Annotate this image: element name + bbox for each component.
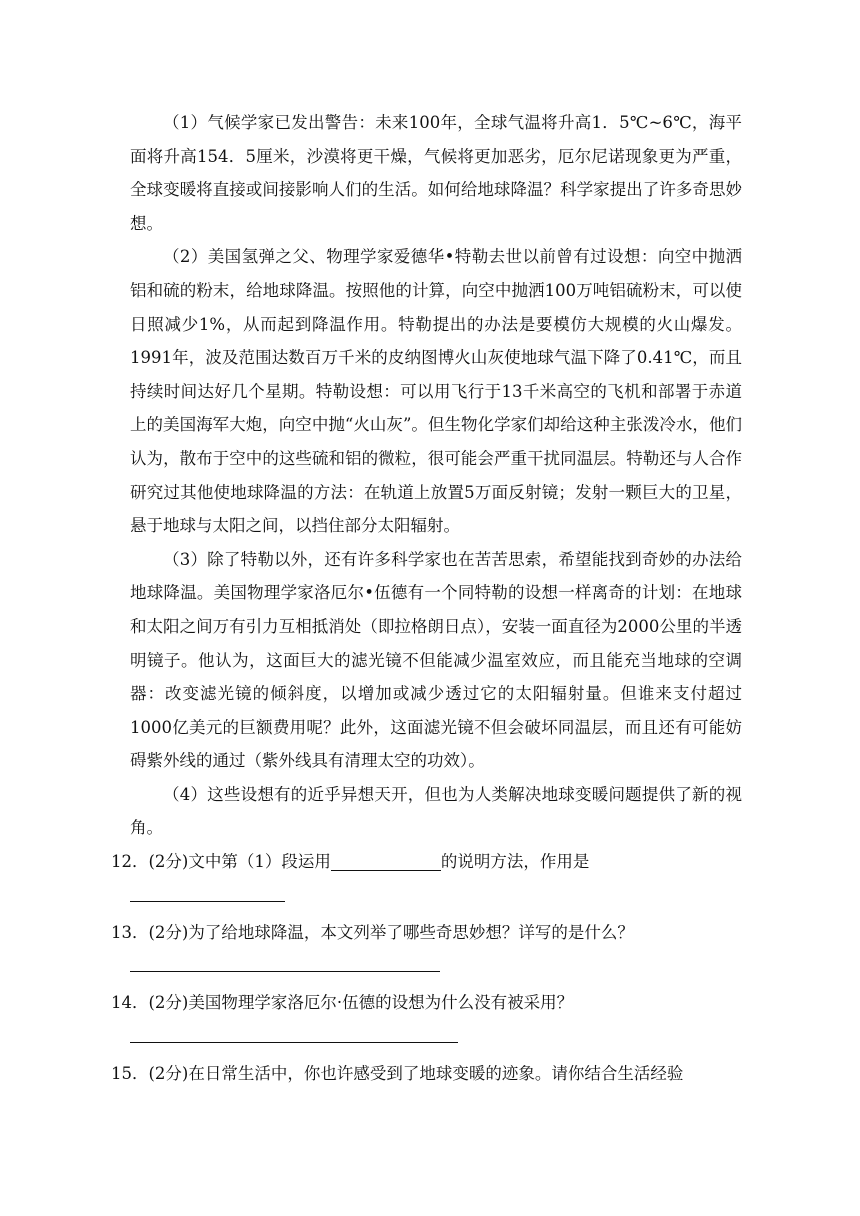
- question-12-prefix: 12．(2分)文中第（1）段运用: [111, 852, 331, 872]
- paragraph-4: （4）这些设想有的近乎异想天开，但也为人类解决地球变暖问题提供了新的视角。: [130, 784, 742, 838]
- question-12-inline-blank[interactable]: [331, 852, 441, 871]
- question-13: 13．(2分)为了给地球降温，本文列举了哪些奇思妙想？详写的是什么？: [111, 922, 634, 942]
- question-15: 15．(2分)在日常生活中，你也许感受到了地球变暖的迹象。请你结合生活经验: [111, 1063, 684, 1083]
- question-12-suffix: 的说明方法，作用是: [440, 852, 590, 872]
- paragraph-3: （3）除了特勒以外，还有许多科学家也在苦苦思索，希望能找到奇妙的办法给地球降温。美国物理学家洛厄尔•伍德有一个同特勒的设想一样离奇的计划：在地球和太阳之间万有引力互相抵消处（即拉格朗日点），安装一面直径为2000公里的半透明镜子。他认为，这面巨大的滤光镜不但能减少温室效应，而且能充当地球的空调器：改变滤光镜的倾斜度，以增加或减少透过它的太阳辐射量。但谁来支付超过1000亿美元的巨额费用呢？此外，这面滤光镜不但会破坏同温层，而且还有可能妨碍紫外线的通过（紫外线具有清理太空的功效）。: [130, 549, 742, 771]
- paragraph-2: （2）美国氢弹之父、物理学家爱德华•特勒去世以前曾有过设想：向空中抛洒铝和硫的粉末，给地球降温。按照他的计算，向空中抛洒100万吨铝硫粉末，可以使日照减少1%，从而起到降温作用。特勒提出的办法是要模仿大规模的火山爆发。1991年，波及范围达数百万千米的皮纳图博火山灰使地球气温下降了0.41℃，而且持续时间达好几个星期。特勒设想：可以用飞行于13千米高空的飞机和部署于赤道上的美国海军大炮，向空中抛“火山灰”。但生物化学家们却给这种主张泼冷水，他们认为，散布于空中的这些硫和铝的微粒，很可能会严重干扰同温层。特勒还与人合作研究过其他使地球降温的方法：在轨道上放置5万面反射镜；发射一颗巨大的卫星，悬于地球与太阳之间，以挡住部分太阳辐射。: [130, 247, 742, 536]
- question-14: 14．(2分)美国物理学家洛厄尔·伍德的设想为什么没有被采用？: [111, 993, 574, 1013]
- question-12: [111, 845, 742, 879]
- document-page: [111, 106, 742, 1090]
- paragraph-1: （1）气候学家已发出警告：未来100年，全球气温将升高1．5℃~6℃，海平面将升高154．5厘米，沙漠将更干燥，气候将更加恶劣，厄尔尼诺现象更为严重，全球变暖将直接或间接影响人们的生活。如何给地球降温？科学家提出了许多奇思妙想。: [130, 113, 742, 233]
